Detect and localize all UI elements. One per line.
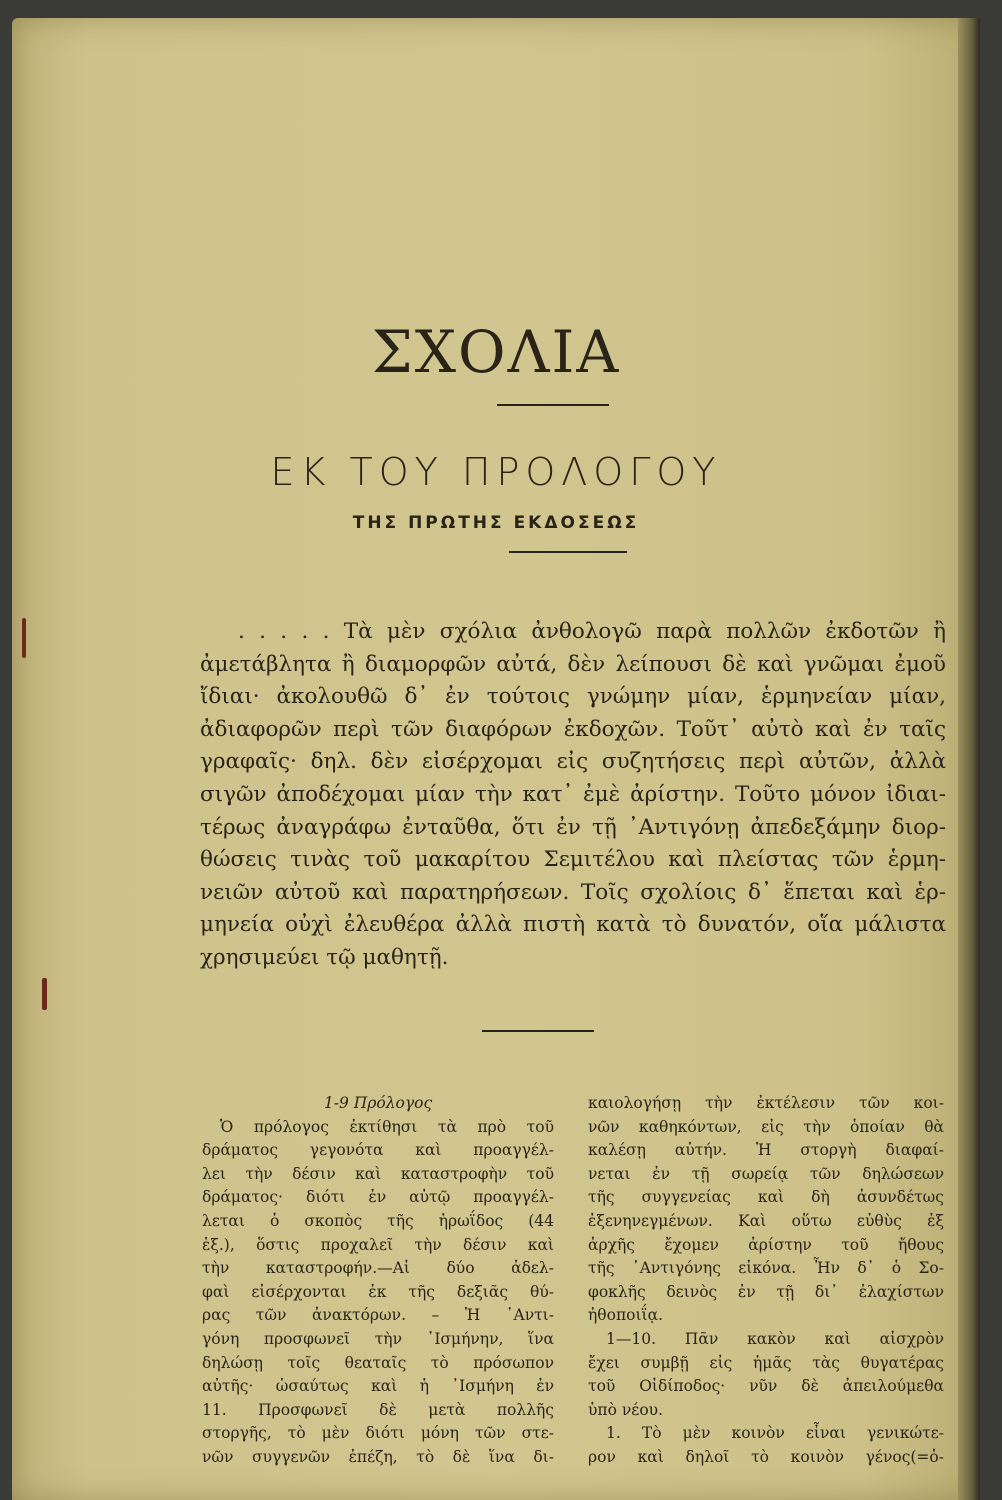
column-line: καλέσῃ αὐτήν. Ἡ στοργὴ διαφαί- bbox=[588, 1141, 944, 1160]
column-line: νῶν συγγενῶν ἐπέζη, τὸ δὲ ἵνα δι- bbox=[202, 1447, 554, 1466]
column-line: 1. Τὸ μὲν κοινὸν εἶναι γενικώτε- bbox=[606, 1424, 944, 1443]
column-line: φαὶ εἰσέρχονται ἐκ τῆς δεξιᾶς θύ- bbox=[202, 1282, 554, 1301]
intro-line: γραφαῖς· δηλ. δὲν εἰσέρχομαι εἰς συζητήσεις περὶ αὐτῶν, ἀλλὰ bbox=[200, 749, 946, 775]
title-rule bbox=[497, 404, 609, 406]
intro-line: . . . . . Τὰ μὲν σχόλια ἀνθολογῶ παρὰ πολλῶν ἐκδοτῶν ἢ bbox=[238, 619, 946, 644]
column-line: φοκλῆς δεινὸς ἐν τῇ δι᾽ ἐλαχίστων bbox=[588, 1282, 944, 1301]
section-subtitle: ΤΗΣ ΠΡΩΤΗΣ ΕΚΔΟΣΕΩΣ bbox=[352, 513, 640, 533]
column-line: ἑξ.), ὅστις προχαλεῖ τὴν δέσιν καὶ bbox=[202, 1235, 554, 1254]
intro-line: ἀδιαφορῶν περὶ τῶν διαφόρων ἐκδοχῶν. Τοῦτ᾽ αὐτὸ καὶ ἐν ταῖς bbox=[200, 716, 946, 742]
column-line: ὑπὸ νέου. bbox=[588, 1400, 664, 1419]
commentary-right-column bbox=[588, 1092, 944, 1470]
column-line: καιολογήσῃ τὴν ἐκτέλεσιν τῶν κοι- bbox=[588, 1094, 944, 1112]
column-line: τῆς συγγενείας καὶ δὴ ἀσυνδέτως bbox=[588, 1188, 944, 1207]
book-page bbox=[12, 18, 980, 1500]
column-line: δηλώσῃ τοῖς θεαταῖς τὸ πρόσωπον bbox=[202, 1353, 554, 1372]
column-line: τὴν καταστροφήν.—Αἱ δύο ἀδελ- bbox=[202, 1259, 554, 1278]
column-line: Ὁ πρόλογος ἐκτίθησι τὰ πρὸ τοῦ bbox=[220, 1117, 554, 1136]
intro-rule bbox=[482, 1030, 594, 1032]
column-line: ρας τῶν ἀνακτόρων. – Ἡ ᾿Αντι- bbox=[202, 1306, 554, 1325]
column-line: αὐτῆς· ὡσαύτως καὶ ἡ ᾿Ισμήνη ἐν bbox=[202, 1377, 554, 1396]
column-line: ἐξενηνεγμένων. Καὶ οὕτω εὐθὺς ἐξ bbox=[588, 1211, 944, 1230]
column-line: τοῦ Οἰδίποδος· νῦν δὲ ἀπειλούμεθα bbox=[588, 1377, 944, 1396]
book-spine bbox=[958, 18, 980, 1500]
column-line: τῆς ᾿Αντιγόνης εἰκόνα. Ἦν δ᾽ ὁ Σο- bbox=[588, 1259, 944, 1278]
subtitle-rule bbox=[509, 551, 627, 553]
intro-line: μηνεία οὐχὶ ἐλευθέρα ἀλλὰ πιστὴ κατὰ τὸ δυνατόν, οἵα μάλιστα bbox=[200, 912, 946, 938]
column-line: λει τὴν δέσιν καὶ καταστροφὴν τοῦ bbox=[202, 1164, 554, 1183]
intro-line: ἀμετάβλητα ἢ διαμορφῶν αὐτά, δὲν λείπουσι δὲ καὶ γνῶμαι ἐμοῦ bbox=[200, 651, 946, 677]
intro-paragraph bbox=[200, 616, 946, 975]
column-line: στοργῆς, τὸ μὲν διότι μόνη τῶν στε- bbox=[202, 1424, 554, 1443]
intro-line: ἴδιαι· ἀκολουθῶ δ᾽ ἐν τούτοις γνώμην μίαν, ἑρμηνείαν μίαν, bbox=[200, 684, 946, 710]
column-line: νῶν καθηκόντων, εἰς τὴν ὁποίαν θὰ bbox=[588, 1117, 944, 1136]
column-line: 11. Προσφωνεῖ δὲ μετὰ πολλῆς bbox=[202, 1400, 554, 1419]
column-line: νεται ἐν τῇ σωρείᾳ τῶν δηλώσεων bbox=[588, 1164, 944, 1183]
column-line: λεται ὁ σκοπὸς τῆς ἡρωΐδος (44 bbox=[202, 1211, 554, 1230]
intro-line: θώσεις τινὰς τοῦ μακαρίτου Σεμιτέλου καὶ πλείστας τῶν ἑρμη- bbox=[200, 847, 946, 873]
column-line: ρον καὶ δηλοῖ τὸ κοινὸν γένος(=ὁ- bbox=[588, 1447, 944, 1466]
column-line: 1—10. Πᾶν κακὸν καὶ αἰσχρὸν bbox=[606, 1329, 944, 1348]
margin-mark bbox=[22, 618, 26, 658]
section-title: ΕΚ ΤΟΥ ΠΡΟΛΟΓΟΥ bbox=[270, 450, 722, 494]
column-line: ἠθοποιΐᾳ. bbox=[588, 1306, 664, 1325]
intro-line: σιγῶν ἀποδέχομαι μίαν τὴν κατ᾽ ἐμὲ ἀρίστην. Τοῦτο μόνον ἰδιαι- bbox=[200, 781, 946, 807]
page-title: ΣΧΟΛΙΑ bbox=[371, 318, 621, 386]
column-line: γόνη προσφωνεῖ τὴν ᾿Ισμήνην, ἵνα bbox=[202, 1329, 554, 1348]
commentary-left-column bbox=[202, 1092, 554, 1470]
intro-line: χρησιμεύει τῷ μαθητῇ. bbox=[200, 944, 449, 970]
intro-line: τέρως ἀναγράφω ἐνταῦθα, ὅτι ἐν τῇ ᾿Αντιγόνῃ ἀπεδεξάμην διορ- bbox=[200, 814, 946, 840]
column-line: δράματος· διότι ἐν αὐτῷ προαγγέλ- bbox=[202, 1188, 554, 1207]
margin-mark bbox=[42, 978, 47, 1010]
column-line: ἀρχῆς ἔχομεν ἀρίστην τοῦ ἤθους bbox=[588, 1235, 944, 1254]
column-line: δράματος γεγονότα καὶ προαγγέλ- bbox=[202, 1141, 554, 1160]
column-line: ἔχει συμβῇ εἰς ἡμᾶς τὰς θυγατέρας bbox=[588, 1353, 944, 1372]
intro-line: νειῶν αὐτοῦ καὶ παρατηρήσεων. Τοῖς σχολίοις δ᾽ ἕπεται καὶ ἑρ- bbox=[200, 879, 946, 905]
column-heading: 1-9 Πρόλογος bbox=[323, 1094, 433, 1112]
